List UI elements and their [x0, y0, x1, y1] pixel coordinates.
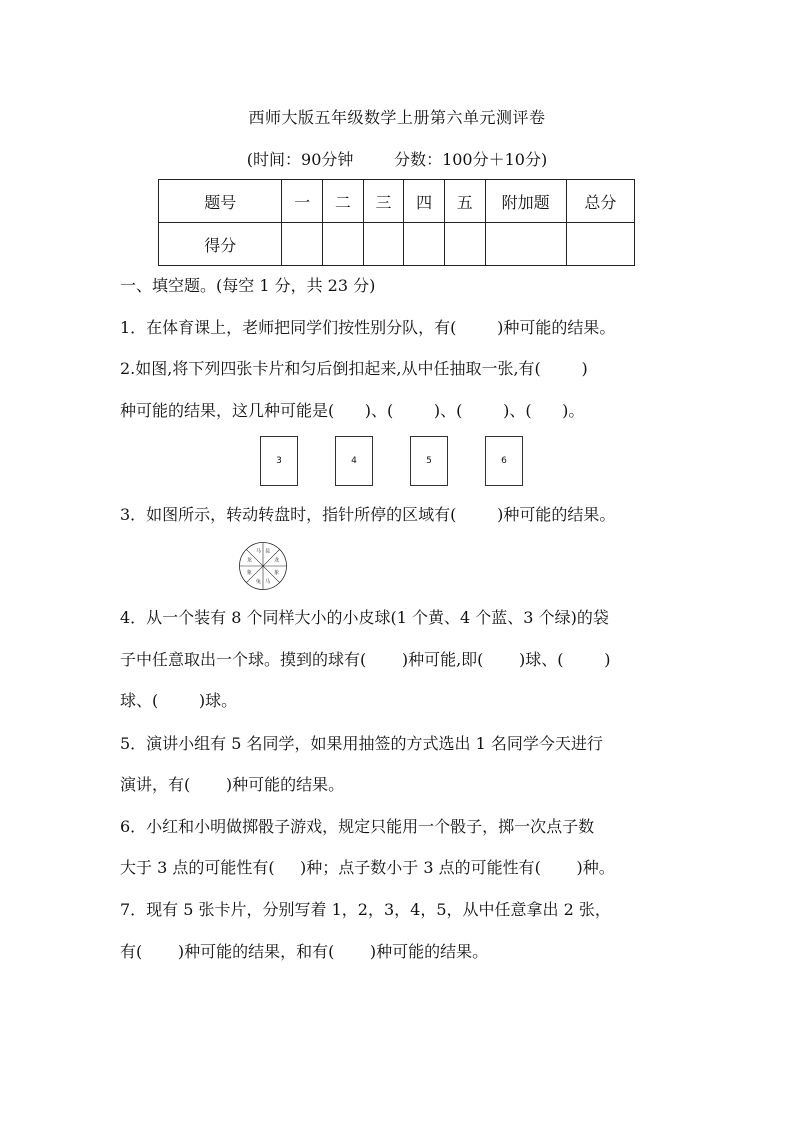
spinner-figure	[238, 541, 288, 591]
score-table	[158, 179, 635, 266]
score-header-cell: 三	[363, 180, 404, 223]
spinner-label: 龙	[274, 557, 280, 564]
score-row-label: 得分	[159, 223, 282, 266]
spinner-label: 象	[246, 570, 252, 577]
question-line: 6．小红和小明做掷骰子游戏，规定只能用一个骰子，掷一次点子数	[120, 817, 595, 836]
question-line: 种可能的结果，这几种可能是( )、( )、( )、( )。	[120, 401, 585, 420]
spinner-label: 兔	[255, 579, 261, 586]
score-cell[interactable]	[323, 223, 364, 266]
score-header-cell: 四	[404, 180, 445, 223]
number-card: 5	[410, 436, 448, 486]
score-header-cell: 二	[323, 180, 364, 223]
spinner-label: 马	[265, 579, 271, 586]
score-header-cell: 题号	[159, 180, 282, 223]
question-line: 2.如图,将下列四张卡片和匀后倒扣起来,从中任抽取一张,有( )	[120, 359, 588, 378]
question-line: 7．现有 5 张卡片，分别写着 1，2，3，4，5，从中任意拿出 2 张，	[120, 900, 611, 919]
question-line: 大于 3 点的可能性有( )种；点子数小于 3 点的可能性有( )种。	[120, 858, 615, 877]
question-line: 球、( )球。	[120, 691, 238, 710]
page-title: 西师大版五年级数学上册第六单元测评卷	[248, 108, 546, 127]
score-cell[interactable]	[444, 223, 485, 266]
score-cell[interactable]	[363, 223, 404, 266]
card-figure	[0, 436, 794, 486]
question-line: 演讲，有( )种可能的结果。	[120, 775, 345, 794]
spinner-label: 龙	[246, 557, 252, 564]
score-header-cell: 一	[282, 180, 323, 223]
spinner-label: 象	[274, 570, 280, 577]
question-line: 有( )种可能的结果，和有( )种可能的结果。	[120, 942, 489, 961]
section-heading: 一、填空题。(每空 1 分，共 23 分)	[120, 276, 376, 295]
number-card: 3	[260, 436, 298, 486]
score-cell[interactable]	[485, 223, 566, 266]
score-cell[interactable]	[404, 223, 445, 266]
score-header-cell: 五	[444, 180, 485, 223]
score-table-score-row	[159, 223, 635, 266]
question-line: 1．在体育课上，老师把同学们按性别分队，有( )种可能的结果。	[120, 318, 616, 337]
spinner-label: 马	[255, 548, 261, 555]
score-header-cell: 附加题	[485, 180, 566, 223]
question-line: 3．如图所示，转动转盘时，指针所停的区域有( )种可能的结果。	[120, 505, 616, 524]
score-table-header-row	[159, 180, 635, 223]
score-cell[interactable]	[566, 223, 634, 266]
score-cell[interactable]	[282, 223, 323, 266]
exam-info: (时间：90分钟 分数：100分＋10分)	[246, 150, 548, 169]
number-card: 6	[485, 436, 523, 486]
question-line: 子中任意取出一个球。摸到的球有( )种可能,即( )球、( )	[120, 650, 611, 669]
question-line: 5．演讲小组有 5 名同学，如果用抽签的方式选出 1 名同学今天进行	[120, 734, 603, 753]
number-card: 4	[335, 436, 373, 486]
spinner-label: 昆	[265, 548, 271, 555]
question-line: 4．从一个装有 8 个同样大小的小皮球(1 个黄、4 个蓝、3 个绿)的袋	[120, 608, 609, 627]
score-header-cell: 总分	[566, 180, 634, 223]
